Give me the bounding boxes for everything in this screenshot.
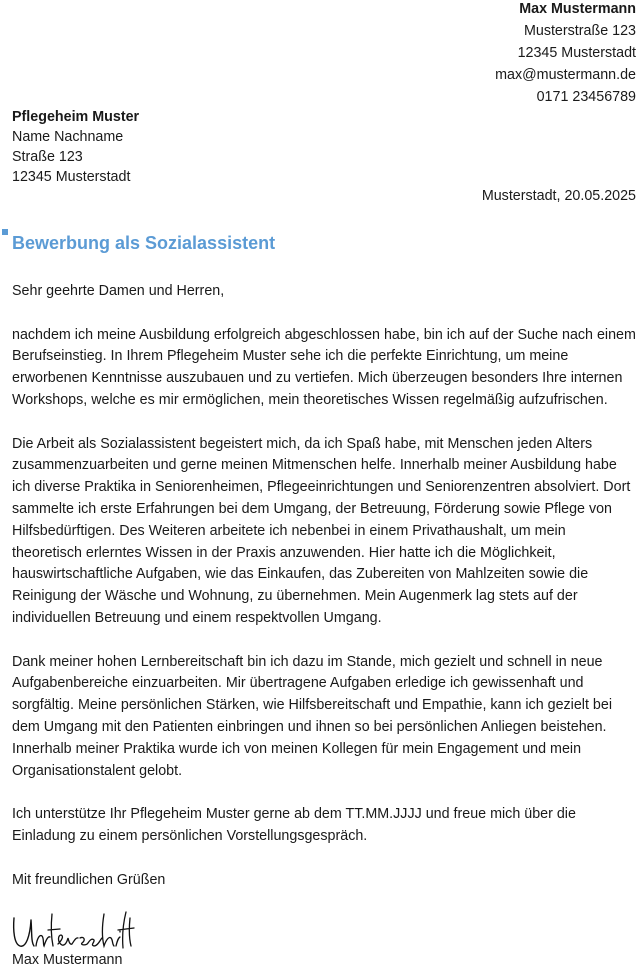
paragraph: Ich unterstütze Ihr Pflegeheim Muster gerne ab dem TT.MM.JJJJ und freue mich über die Einladung zu einem persönlichen Vorstellungsgespräch. [12, 806, 576, 844]
recipient-contact: Name Nachname [12, 129, 124, 145]
sender-name: Max Mustermann [519, 1, 636, 17]
sender-city: 12345 Musterstadt [517, 45, 636, 61]
sender-address-block [495, 0, 636, 108]
sender-street: Musterstraße 123 [523, 23, 636, 39]
recipient-address-block [12, 107, 139, 187]
handwritten-signature [10, 910, 140, 952]
sender-email: max@mustermann.de [495, 67, 636, 83]
sender-phone: 0171 23456789 [536, 89, 636, 105]
letter-body [12, 281, 636, 913]
subject-heading: Bewerbung als Sozialassistent [12, 233, 276, 253]
closing: Mit freundlichen Grüßen [12, 871, 166, 888]
signer-name: Max Mustermann [12, 952, 123, 968]
subject-marker [2, 229, 8, 235]
salutation: Sehr geehrte Damen und Herren, [12, 283, 225, 299]
paragraph: nachdem ich meine Ausbildung erfolgreich abgeschlossen habe, bin ich auf der Suche nach einem Berufseinstieg. In Ihrem Pflegeheim Muster sehe ich die perfekte Einrichtung, um meine erworbenen Kenntnisse auszubauen und zu vertiefen. Mich überzeugen besonders Ihre internen Workshops, welche es mir ermöglichen, mein theoretisches Wissen regelmäßig aufzufrischen. [12, 326, 636, 408]
paragraph: Dank meiner hohen Lernbereitschaft bin ich dazu im Stande, mich gezielt und schnell in neue Aufgabenbereiche einzuarbeiten. Mir übertragene Aufgaben erledige ich gewissenhaft und sorgfältig. Meine persönlichen Stärken, wie Hilfsbereitschaft und Empathie, kann ich gezielt bei dem Umgang mit den Patienten einbringen und ihnen so bei persönlichen Anliegen beistehen. Innerhalb meiner Praktika wurde ich von meinen Kollegen für mein Engagement und mein Organisationstalent gelobt. [12, 653, 612, 779]
recipient-organization: Pflegeheim Muster [12, 109, 140, 125]
paragraph: Die Arbeit als Sozialassistent begeistert mich, da ich Spaß habe, mit Menschen jeden Alters zusammenzuarbeiten und gerne meinen Mitmenschen helfe. Innerhalb meiner Ausbildung habe ich diverse Praktika in Seniorenheimen, Pflegeeinrichtungen und Seniorenzentren absolviert. Dort sammelte ich erste Erfahrungen bei dem Umgang, der Betreuung, Förderung sowie Pflege von Hilfsbedürftigen. Des Weiteren arbeitete ich nebenbei in einem Privathaushalt, um mein theoretisch erlerntes Wissen in der Praxis anzuwenden. Hier hatte ich die Möglichkeit, hauswirtschaftliche Aufgaben, wie das Einkaufen, das Zubereiten von Mahlzeiten sowie die Reinigung der Wäsche und Wohnung, zu übernehmen. Mein Augenmerk lag stets auf der individuellen Betreuung und einem respektvollen Umgang. [12, 435, 631, 626]
signature-graphic [10, 910, 140, 952]
recipient-city: 12345 Musterstadt [12, 169, 131, 185]
recipient-street: Straße 123 [12, 149, 83, 165]
date-line: Musterstadt, 20.05.2025 [481, 188, 636, 204]
